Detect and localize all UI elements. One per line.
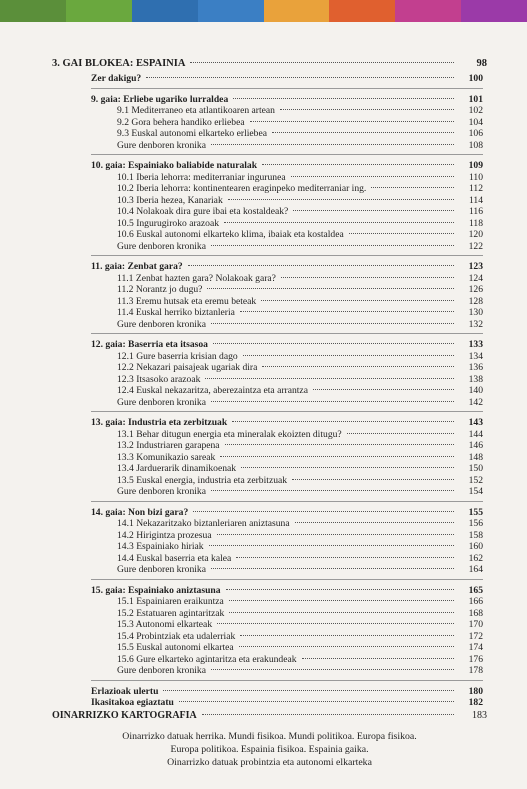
section-entry-page: 172	[468, 630, 483, 642]
section-entry-label: 10.1 Iberia lehorra: mediterraniar ingurunea	[117, 171, 286, 183]
color-band-segment	[132, 0, 198, 22]
leader-dots	[229, 612, 454, 613]
toc-section	[91, 94, 483, 156]
toc-list	[91, 73, 483, 709]
section-entry[interactable]	[91, 273, 483, 285]
section-entry-page: 166	[468, 596, 483, 607]
section-entry-label: 9.1 Mediterraneo eta atlantikoaren artean	[117, 105, 275, 116]
leader-dots	[211, 323, 454, 324]
section-heading-label: 14. gaia: Non bizi gara?	[91, 506, 189, 518]
section-heading-label: Zer dakigu?	[91, 73, 142, 84]
section-entry-page: 154	[468, 486, 483, 497]
leader-dots	[146, 77, 454, 78]
leader-dots	[211, 401, 454, 402]
section-entry-label: 15.3 Autonomi elkarteak	[117, 619, 213, 630]
section-heading-page: 165	[468, 584, 483, 596]
section-entry[interactable]	[91, 284, 483, 296]
section-entry-page: 142	[468, 396, 483, 408]
section-entry-page: 170	[468, 619, 483, 630]
section-entry-page: 144	[468, 428, 483, 440]
section-entry-label: 12.2 Nekazari paisajeak ugariak dira	[117, 362, 258, 373]
section-entry[interactable]	[91, 596, 483, 608]
leader-dots	[209, 545, 454, 546]
leader-dots	[272, 132, 454, 133]
leader-dots	[302, 658, 454, 659]
decorative-color-band	[0, 0, 527, 22]
section-entry[interactable]	[91, 374, 483, 386]
section-entry-label: 15.6 Gure elkarteko agintaritza eta erakundeak	[117, 653, 297, 665]
section-entry-label: 10.4 Nolakoak dira gure ibai eta kostaldeak?	[117, 206, 289, 217]
section-entry-page: 176	[468, 653, 483, 665]
cartography-line: Europa politikoa. Espainia fisikoa. Espainia gaika.	[170, 744, 369, 755]
section-heading[interactable]	[91, 94, 483, 106]
cartography-description	[52, 730, 487, 769]
section-heading[interactable]	[91, 507, 483, 519]
section-heading[interactable]	[91, 261, 483, 273]
section-entry-page: 110	[468, 171, 483, 183]
section-heading[interactable]	[91, 585, 483, 597]
section-entry[interactable]	[91, 429, 483, 441]
leader-dots	[188, 265, 454, 266]
section-entry-label: 10.5 Ingurugiroko arazoak	[117, 217, 220, 229]
leader-dots	[313, 389, 454, 390]
toc-section	[91, 160, 483, 256]
section-entry-label: 12.1 Gure baserria krisian dago	[117, 350, 238, 362]
leader-dots	[240, 635, 454, 636]
section-entry[interactable]	[91, 241, 483, 253]
section-entry[interactable]	[91, 362, 483, 374]
section-entry-page: 114	[468, 194, 483, 206]
section-entry-label: 13.3 Komunikazio sareak	[117, 451, 216, 463]
color-band-segment	[395, 0, 461, 22]
section-entry-page: 136	[468, 362, 483, 373]
section-entry[interactable]	[91, 608, 483, 620]
section-entry-label: 10.6 Euskal autonomi elkarteko klima, ibaiak eta kostaldea	[117, 229, 344, 240]
tail-entry[interactable]	[91, 697, 483, 709]
tail-entry-label: Ikasitakoa egiaztatu	[91, 697, 174, 708]
section-entry-label: 10.3 Iberia hezea, Kanariak	[117, 194, 223, 206]
section-entry-page: 168	[468, 607, 483, 619]
section-entry[interactable]	[91, 665, 483, 677]
leader-dots	[229, 600, 454, 601]
section-entry-page: 156	[468, 518, 483, 529]
section-heading[interactable]	[91, 339, 483, 351]
section-entry[interactable]	[91, 195, 483, 207]
section-entry-page: 164	[468, 564, 483, 575]
leader-dots	[205, 378, 454, 379]
section-entry-page: 116	[468, 206, 483, 217]
leader-dots	[207, 288, 454, 289]
section-entry[interactable]	[91, 385, 483, 397]
leader-dots	[241, 467, 454, 468]
section-entry[interactable]	[91, 218, 483, 230]
section-entry-label: 11.2 Norantz jo dugu?	[117, 284, 203, 295]
section-entry[interactable]	[91, 654, 483, 666]
leader-dots	[211, 568, 454, 569]
section-entry[interactable]	[91, 319, 483, 331]
section-entry-page: 118	[468, 217, 483, 229]
leader-dots	[228, 199, 454, 200]
section-entry-label: Gure denboren kronika	[117, 486, 206, 497]
section-entry[interactable]	[91, 128, 483, 140]
leader-dots	[243, 355, 454, 356]
section-heading-page: 100	[468, 73, 483, 84]
cartography-heading[interactable]	[52, 710, 487, 721]
leader-dots	[211, 144, 454, 145]
section-entry-label: Gure denboren kronika	[117, 139, 206, 151]
leader-dots	[211, 490, 454, 491]
leader-dots	[349, 233, 454, 234]
section-entry[interactable]	[91, 229, 483, 241]
leader-dots	[250, 121, 454, 122]
section-entry[interactable]	[91, 172, 483, 184]
leader-dots	[202, 714, 454, 715]
section-entry-page: 148	[468, 451, 483, 463]
block-heading[interactable]	[52, 58, 487, 69]
section-entry-page: 104	[468, 116, 483, 128]
leader-dots	[295, 522, 454, 523]
section-entry-page: 108	[468, 139, 483, 151]
leader-dots	[292, 479, 454, 480]
section-heading-label: 10. gaia: Espainiako baliabide naturalak	[91, 160, 258, 171]
section-entry-page: 160	[468, 541, 483, 552]
section-entry-page: 150	[468, 463, 483, 474]
section-entry-page: 162	[468, 552, 483, 564]
section-entry-label: Gure denboren kronika	[117, 564, 206, 575]
section-entry-label: 13.5 Euskal energia, industria eta zerbitzuak	[117, 474, 288, 486]
section-entry-label: Gure denboren kronika	[117, 240, 206, 252]
section-entry-page: 120	[468, 229, 483, 240]
table-of-contents-page	[0, 22, 527, 789]
leader-dots	[239, 646, 454, 647]
section-entry-label: 14.2 Hirigintza prozesua	[117, 529, 212, 541]
leader-dots	[163, 690, 454, 691]
leader-dots	[291, 176, 454, 177]
leader-dots	[281, 277, 454, 278]
section-entry-label: 14.1 Nekazaritzako biztanleriaren aniztasuna	[117, 518, 290, 529]
section-entry-label: 13.4 Jarduerarik dinamikoenak	[117, 463, 237, 474]
section-entry[interactable]	[91, 397, 483, 409]
section-heading-page: 101	[468, 93, 483, 105]
section-entry-page: 178	[468, 665, 483, 676]
section-entry[interactable]	[91, 117, 483, 129]
leader-dots	[262, 164, 454, 165]
section-entry-label: 12.3 Itsasoko arazoak	[117, 373, 201, 385]
leader-dots	[233, 98, 454, 99]
section-entry[interactable]	[91, 140, 483, 152]
section-entry[interactable]	[91, 206, 483, 218]
leader-dots	[236, 557, 454, 558]
section-entry[interactable]	[91, 440, 483, 452]
section-heading-label: 13. gaia: Industria eta zerbitzuak	[91, 417, 228, 428]
section-entry-label: 10.2 Iberia lehorra: kontinentearen eraginpeko mediterraniar ing.	[117, 183, 367, 194]
section-entry[interactable]	[91, 183, 483, 195]
color-band-segment	[264, 0, 330, 22]
section-heading-label: 15. gaia: Espainiako aniztasuna	[91, 584, 221, 596]
section-entry[interactable]	[91, 619, 483, 631]
toc-section	[91, 261, 483, 334]
section-entry[interactable]	[91, 564, 483, 576]
section-entry-label: Gure denboren kronika	[117, 396, 206, 408]
leader-dots	[371, 187, 454, 188]
leader-dots	[280, 109, 454, 110]
cartography-page: 183	[472, 710, 487, 721]
section-entry[interactable]	[91, 463, 483, 475]
section-entry-label: 12.4 Euskal nekazaritza, aberezaintza eta arrantza	[117, 385, 308, 396]
section-entry[interactable]	[91, 307, 483, 319]
section-entry-label: 11.1 Zenbat hazten gara? Nolakoak gara?	[117, 272, 276, 284]
tail-entry-page: 180	[468, 685, 483, 697]
section-entry[interactable]	[91, 452, 483, 464]
toc-section	[91, 585, 483, 681]
color-band-segment	[0, 0, 66, 22]
section-entry-label: 15.1 Espainiaren eraikuntza	[117, 596, 224, 607]
section-heading-label: 9. gaia: Erliebe ugariko lurraldea	[91, 93, 229, 105]
section-entry-page: 130	[468, 307, 483, 318]
leader-dots	[211, 669, 454, 670]
section-entry[interactable]	[91, 296, 483, 308]
leader-dots	[190, 62, 454, 63]
section-heading-page: 109	[468, 160, 483, 171]
leader-dots	[262, 366, 454, 367]
section-entry-label: Gure denboren kronika	[117, 318, 206, 330]
section-entry-label: 14.4 Euskal baserria eta kalea	[117, 552, 232, 564]
section-entry-page: 128	[468, 295, 483, 307]
section-entry-label: 11.4 Euskal herriko biztanleria	[117, 307, 235, 318]
cartography-title: OINARRIZKO KARTOGRAFIA	[52, 710, 197, 721]
section-entry-label: 15.5 Euskal autonomi elkartea	[117, 642, 234, 653]
section-entry-label: 15.2 Estatuaren agintaritzak	[117, 607, 225, 619]
leader-dots	[211, 245, 454, 246]
section-entry-page: 146	[468, 440, 483, 451]
section-entry[interactable]	[91, 486, 483, 498]
section-entry[interactable]	[91, 631, 483, 643]
section-heading-page: 143	[468, 417, 483, 428]
section-heading-label: 12. gaia: Baserria eta itsasoa	[91, 339, 208, 350]
section-heading[interactable]	[91, 160, 483, 172]
section-entry-label: 13.2 Industriaren garapena	[117, 440, 220, 451]
section-entry-label: 9.2 Gora behera handiko erliebea	[117, 116, 245, 128]
toc-section	[91, 73, 483, 89]
section-heading-page: 123	[468, 261, 483, 272]
leader-dots	[193, 511, 454, 512]
section-entry-label: 13.1 Behar ditugun energia eta mineralak ekoizten ditugu?	[117, 428, 342, 440]
cartography-line: Oinarrizko datuak probintzia eta autonomi elkarteka	[167, 757, 372, 768]
section-entry-page: 134	[468, 350, 483, 362]
section-entry-label: Gure denboren kronika	[117, 665, 206, 676]
section-entry-page: 132	[468, 318, 483, 330]
section-heading-label: 11. gaia: Zenbat gara?	[91, 261, 183, 272]
leader-dots	[293, 210, 454, 211]
section-entry-label: 15.4 Probintziak eta udalerriak	[117, 630, 236, 642]
section-entry-page: 124	[468, 272, 483, 284]
leader-dots	[217, 623, 454, 624]
toc-section	[91, 507, 483, 580]
leader-dots	[232, 421, 454, 422]
leader-dots	[347, 433, 454, 434]
leader-dots	[240, 311, 454, 312]
section-entry[interactable]	[91, 475, 483, 487]
leader-dots	[179, 701, 454, 702]
block-heading-title: 3. GAI BLOKEA: ESPAINIA	[52, 58, 186, 69]
tail-entry-label: Erlazioak ulertu	[91, 685, 159, 697]
section-entry[interactable]	[91, 105, 483, 117]
leader-dots	[226, 589, 454, 590]
toc-section	[91, 339, 483, 412]
leader-dots	[217, 534, 454, 535]
section-heading[interactable]	[91, 73, 483, 85]
section-entry-page: 126	[468, 284, 483, 295]
section-heading-page: 155	[468, 506, 483, 518]
toc-tail	[91, 686, 483, 709]
section-entry-page: 174	[468, 642, 483, 653]
section-entry-page: 112	[468, 183, 483, 194]
section-entry-label: 9.3 Euskal autonomi elkarteko erliebea	[117, 128, 267, 139]
leader-dots	[213, 343, 454, 344]
section-entry[interactable]	[91, 553, 483, 565]
leader-dots	[224, 222, 454, 223]
tail-entry[interactable]	[91, 686, 483, 698]
toc-section	[91, 417, 483, 502]
section-entry-page: 106	[468, 128, 483, 139]
section-heading-page: 133	[468, 339, 483, 350]
section-entry[interactable]	[91, 518, 483, 530]
section-entry-page: 152	[468, 474, 483, 486]
leader-dots	[225, 444, 454, 445]
color-band-segment	[198, 0, 264, 22]
section-entry-page: 140	[468, 385, 483, 396]
tail-entry-page: 182	[468, 697, 483, 708]
section-entry[interactable]	[91, 530, 483, 542]
color-band-segment	[461, 0, 527, 22]
section-entry[interactable]	[91, 642, 483, 654]
section-entry-page: 158	[468, 529, 483, 541]
leader-dots	[261, 300, 454, 301]
color-band-segment	[329, 0, 395, 22]
section-heading[interactable]	[91, 417, 483, 429]
section-entry-page: 122	[468, 240, 483, 252]
color-band-segment	[66, 0, 132, 22]
section-entry[interactable]	[91, 541, 483, 553]
section-entry-label: 14.3 Espainiako hiriak	[117, 541, 204, 552]
section-entry[interactable]	[91, 351, 483, 363]
section-entry-page: 102	[468, 105, 483, 116]
section-entry-page: 138	[468, 373, 483, 385]
section-entry-label: 11.3 Eremu hutsak eta eremu beteak	[117, 295, 257, 307]
cartography-line: Oinarrizko datuak herrika. Mundi fisikoa. Mundi politikoa. Europa fisikoa.	[122, 731, 417, 742]
leader-dots	[220, 456, 454, 457]
block-heading-page: 98	[476, 58, 487, 69]
